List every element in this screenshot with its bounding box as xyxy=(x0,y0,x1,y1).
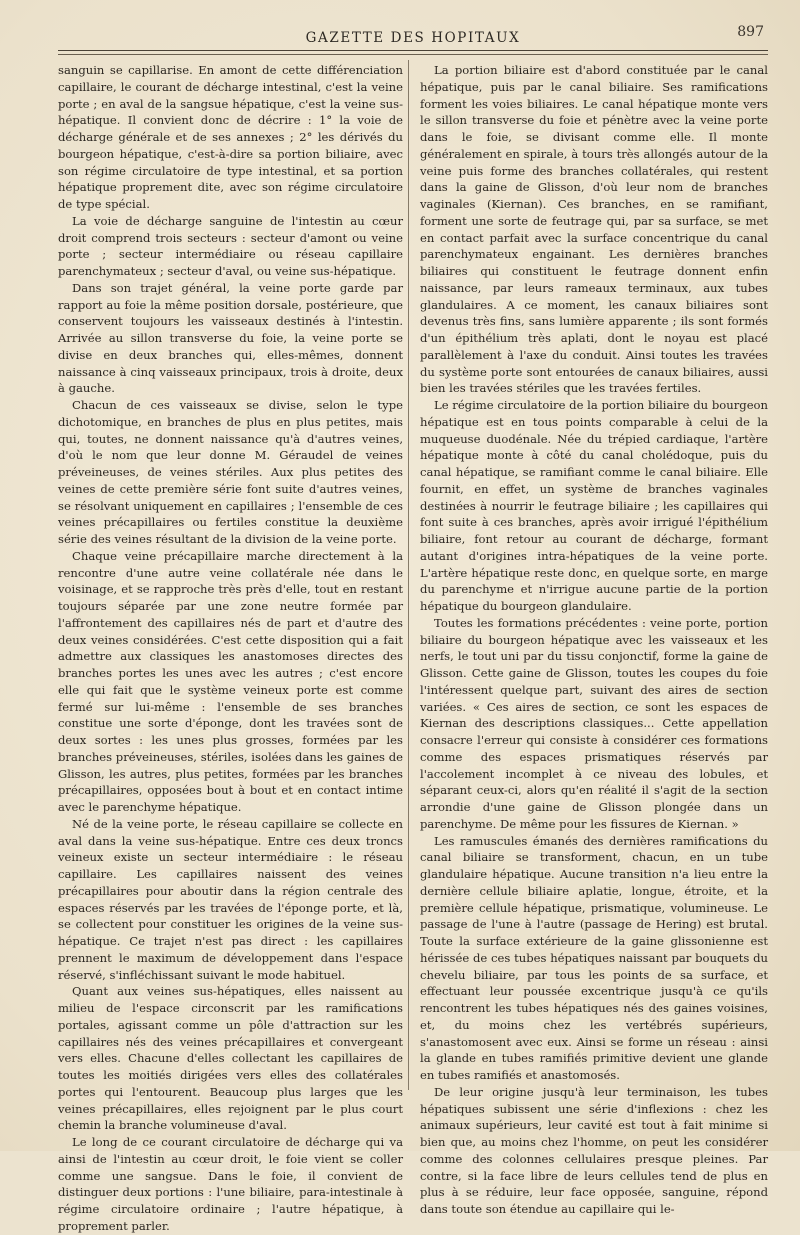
paragraph: Le régime circulatoire de la portion biliaire du bourgeon hépatique est en tous points comparable à celui de la muqueuse duodénale. Née du trépied cardiaque, l'artère hépatique monte à côté du canal cholédoque, puis du canal hépatique, se ramifiant comme le canal biliaire. Elle fournit, en effet, un système de branches vaginales destinées à nourrir le feutrage biliaire ; les capillaires qui font suite à ces branches, après avoir irrigué l'épithélium biliaire, font retour au courant de décharge, formant autant d'origines intra-hépatiques de la veine porte. L'artère hépatique reste donc, en quelque sorte, en marge du parenchyme et n'irrigue aucune partie de la portion hépatique du bourgeon glandulaire. xyxy=(420,398,768,613)
page-number: 897 xyxy=(737,24,764,40)
paragraph: sanguin se capillarise. En amont de cette différenciation capillaire, le courant de décharge intestinal, c'est la veine porte ; en aval de la sangsue hépatique, c'est la veine sus-hépatique. Il convient donc de décrire : 1° la voie de décharge générale et de ses annexes ; 2° les dérivés du bourgeon hépatique, c'est-à-dire sa portion biliaire, avec son régime circulatoire de type intestinal, et sa portion hépatique proprement dite, avec son régime circulatoire de type spécial. xyxy=(58,63,403,211)
paragraph: Dans son trajet général, la veine porte garde par rapport au foie la même position dorsale, postérieure, que conservent toujours les vaisseaux destinés à l'intestin. Arrivée au sillon transverse du foie, la veine porte se divise en deux branches qui, elles-mêmes, donnent naissance à cinq vaisseaux principaux, trois à droite, deux à gauche. xyxy=(58,280,403,396)
page-header xyxy=(58,24,768,46)
column-divider xyxy=(408,60,409,1090)
paragraph: Toutes les formations précédentes : veine porte, portion biliaire du bourgeon hépatique avec les vaisseaux et les nerfs, le tout uni par du tissu conjonctif, forme la gaine de Glisson. Cette gaine de Glisson, toutes les coupes du foie l'intéressent quelque part, suivant des aires de section variées. « Ces aires de section, ce sont les espaces de Kiernan des descriptions classiques... Cette appellation consacre l'erreur qui consiste à considérer ces formations comme des espaces prismatiques réservés par l'accolement incomplet à ce niveau des lobules, et séparant ceux-ci, alors qu'en réalité il s'agit de la section arrondie d'une gaine de Glisson plongée dans un parenchyme. De même pour les fissures de Kiernan. » xyxy=(420,615,768,831)
paragraph: Né de la veine porte, le réseau capillaire se collecte en aval dans la veine sus-hépatique. Entre ces deux troncs veineux existe un secteur intermédiaire : le réseau capillaire. Les capillaires naissent des veines précapillaires pour aboutir dans la région centrale des espaces réservés par les travées de l'éponge porte, et là, se collectent pour constituer les origines de la veine sus-hépatique. Ce trajet n'est pas direct : les capillaires prennent le maximum de développement dans l'espace réservé, s'infléchissant suivant le mode habituel. xyxy=(58,816,403,982)
left-column xyxy=(58,62,403,1235)
right-column xyxy=(420,62,768,1218)
paragraph: La voie de décharge sanguine de l'intestin au cœur droit comprend trois secteurs : secteur d'amont ou veine porte ; secteur intermédiaire ou réseau capillaire parenchymateux ; secteur d'aval, ou veine sus-hépatique. xyxy=(58,213,403,278)
paragraph: De leur origine jusqu'à leur terminaison, les tubes hépatiques subissent une série d'inflexions : chez les animaux supérieurs, leur cavité est tout à fait minime si bien que, au moins chez l'homme, on peut les considérer comme des colonnes cellulaires presque pleines. Par contre, si la face libre de leurs cellules tend de plus en plus à se réduire, leur face opposée, sanguine, répond dans toute son étendue au capillaire qui le- xyxy=(420,1084,768,1216)
publication-title: GAZETTE DES HOPITAUX xyxy=(305,30,521,46)
paragraph: Quant aux veines sus-hépatiques, elles naissent au milieu de l'espace circonscrit par les ramifications portales, agissant comme un pôle d'attraction sur les capillaires nés des veines précapillaires et convergeant vers elles. Chacune d'elles collectant les capillaires de toutes les moitiés dirigées vers elles des collatérales portes qui l'entourent. Beaucoup plus larges que les veines précapillaires, elles rejoignent par le plus court chemin la branche volumineuse d'aval. xyxy=(58,984,403,1133)
paragraph: La portion biliaire est d'abord constituée par le canal hépatique, puis par le canal biliaire. Ses ramifications forment les voies biliaires. Le canal hépatique monte vers le sillon transverse du foie et pénètre avec la veine porte dans le foie, se divisant comme elle. Il monte généralement en spirale, à tours très allongés autour de la veine puis forme des branches collatérales, qui restent dans la gaine de Glisson, d'où leur nom de branches vaginales (Kiernan). Ces branches, en se ramifiant, forment une sorte de feutrage qui, par sa surface, se met en contact parfait avec la surface concentrique du canal parenchymateux engainant. Les dernières branches biliaires qui constituent le feutrage donnent enfin naissance, par leurs rameaux terminaux, aux tubes glandulaires. A ce moment, les canaux biliaires sont devenus très fins, sans lumière apparente ; ils sont formés d'un épithélium très aplati, dont le noyau est placé parallèlement à l'axe du conduit. Ainsi toutes les travées du système porte sont entourées de canaux biliaires, aussi bien les travées stériles que les travées fertiles. xyxy=(420,63,768,396)
paragraph: Chaque veine précapillaire marche directement à la rencontre d'une autre veine collatérale née dans le voisinage, et se rapproche très près d'elle, tout en restant toujours séparée par une zone neutre formée par l'affrontement des capillaires nés de part et d'autre des deux veines considérées. C'est cette disposition qui a fait admettre aux classiques les anastomoses directes des branches portes les unes avec les autres ; c'est encore elle qui fait que le système veineux porte est comme fermé sur lui-même : l'ensemble de ses branches constitue une sorte d'éponge, dont les travées sont de deux sortes : les unes plus grosses, formées par les branches préveineuses, stériles, isolées dans les gaines de Glisson, les autres, plus petites, formées par les branches précapillaires, opposées bout à bout et en contact intime avec le parenchyme hépatique. xyxy=(58,548,403,814)
paragraph: Chacun de ces vaisseaux se divise, selon le type dichotomique, en branches de plus en plus petites, mais qui, toutes, ne donnent naissance qu'à d'autres veines, d'où le nom que leur donne M. Géraudel de veines préveineuses, de veines stériles. Aux plus petites des veines de cette première série font suite d'autres veines, se résolvant uniquement en capillaires ; l'ensemble de ces veines précapillaires ou fertiles constitue la deuxième série des veines résultant de la division de la veine porte. xyxy=(58,398,403,546)
header-rule xyxy=(58,50,768,51)
paragraph: Le long de ce courant circulatoire de décharge qui va ainsi de l'intestin au cœur droit, le foie vient se coller comme une sangsue. Dans le foie, il convient de distinguer deux portions : l'une biliaire, para-intestinale à régime circulatoire ordinaire ; l'autre hépatique, à proprement parler. xyxy=(58,1135,403,1233)
header-rule-thin xyxy=(58,54,768,55)
paragraph: Les ramuscules émanés des dernières ramifications du canal biliaire se transforment, chacun, en un tube glandulaire hépatique. Aucune transition n'a lieu entre la dernière cellule biliaire aplatie, longue, étroite, et la première cellule hépatique, prismatique, volumineuse. Le passage de l'une à l'autre (passage de Hering) est brutal. Toute la surface extérieure de la gaine glissonienne est hérissée de ces tubes hépatiques naissant par bouquets du chevelu biliaire, par tous les points de sa surface, et effectuant leur poussée excentrique jusqu'à ce qu'ils rencontrent les tubes hépatiques nés des gaines voisines, et, du moins chez les vertébrés supérieurs, s'anastomosent avec eux. Ainsi se forme un réseau : ainsi la glande en tubes ramifiés primitive devient une glande en tubes ramifiés et anastomosés. xyxy=(420,833,768,1082)
